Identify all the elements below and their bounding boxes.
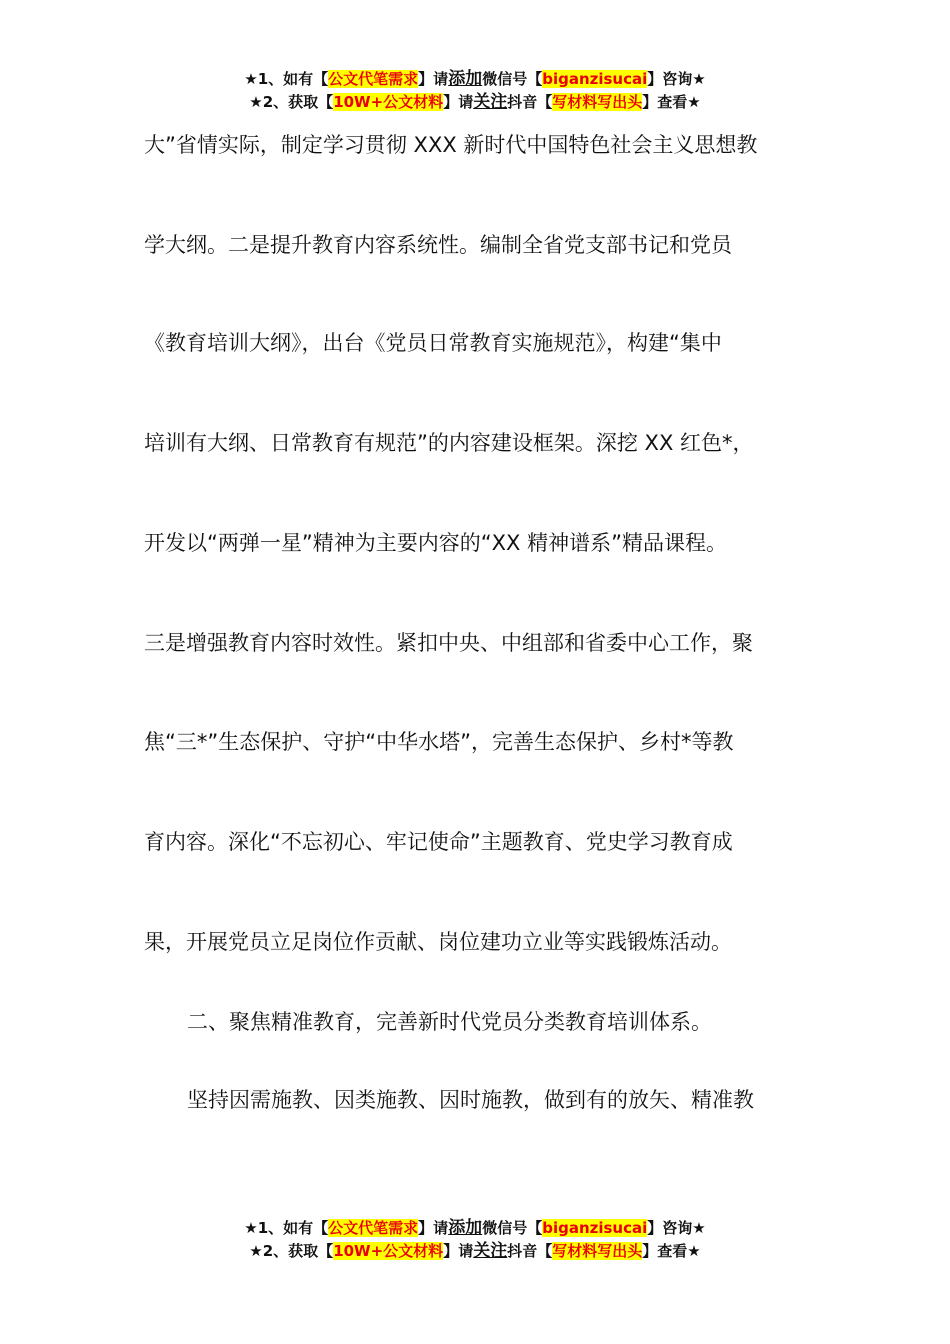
banner-highlight: 10W+公文材料: [333, 93, 444, 111]
banner-highlight: 公文代笔需求: [328, 70, 419, 88]
body-line-9: 果，开展党员立足岗位作贡献、岗位建功立业等实践锻炼活动。: [144, 930, 732, 954]
banner-wechat-id: biganzisucai: [542, 1219, 648, 1237]
banner-wechat-id: biganzisucai: [542, 70, 648, 88]
banner-text: 】请: [418, 70, 449, 88]
body-line-7: 焦“三*”生态保护、守护“中华水塔”，完善生态保护、乡村*等教: [144, 730, 734, 754]
banner-emphasis: 关注: [473, 92, 508, 112]
banner-highlight: 公文代笔需求: [328, 1219, 419, 1237]
body-line-4: 培训有大纲、日常教育有规范”的内容建设框架。深挖 XX 红色*，: [144, 431, 754, 455]
body-line-3: 《教育培训大纲》，出台《党员日常教育实施规范》，构建“集中: [144, 331, 722, 355]
banner-highlight: 写材料写出头: [552, 93, 643, 111]
paragraph-start: 坚持因需施教、因类施教、因时施教，做到有的放矢、精准教: [187, 1088, 754, 1112]
banner-text: ★2、获取【: [249, 1242, 334, 1260]
header-banner-top: [0, 68, 950, 114]
banner-text: 】请: [418, 1219, 449, 1237]
banner-text: 】咨询★: [647, 70, 706, 88]
banner-text: 】请: [443, 93, 474, 111]
banner-highlight: 写材料写出头: [552, 1242, 643, 1260]
banner-text: 】查看★: [642, 1242, 701, 1260]
banner-emphasis: 添加: [448, 69, 483, 89]
banner-line-2: [0, 1240, 950, 1263]
banner-line-1: [0, 1217, 950, 1240]
banner-line-2: [0, 91, 950, 114]
section-heading: 二、聚焦精准教育，完善新时代党员分类教育培训体系。: [187, 1010, 712, 1034]
body-line-1: 大”省情实际，制定学习贯彻 XXX 新时代中国特色社会主义思想教: [144, 133, 758, 157]
banner-text: ★1、如有【: [244, 70, 329, 88]
banner-text: 微信号【: [482, 70, 543, 88]
banner-text: 】查看★: [642, 93, 701, 111]
banner-highlight: 10W+公文材料: [333, 1242, 444, 1260]
body-line-5: 开发以“两弹一星”精神为主要内容的“XX 精神谱系”精品课程。: [144, 531, 727, 555]
body-line-8: 育内容。深化“不忘初心、牢记使命”主题教育、党史学习教育成: [144, 830, 733, 854]
banner-text: 微信号【: [482, 1219, 543, 1237]
banner-text: 】请: [443, 1242, 474, 1260]
body-line-2: 学大纲。二是提升教育内容系统性。编制全省党支部书记和党员: [144, 233, 732, 257]
banner-text: 抖音【: [507, 1242, 553, 1260]
body-line-6: 三是增强教育内容时效性。紧扣中央、中组部和省委中心工作，聚: [144, 631, 753, 655]
banner-text: ★1、如有【: [244, 1219, 329, 1237]
banner-emphasis: 添加: [448, 1218, 483, 1238]
banner-emphasis: 关注: [473, 1241, 508, 1261]
banner-text: ★2、获取【: [249, 93, 334, 111]
banner-line-1: [0, 68, 950, 91]
header-banner-bottom: [0, 1217, 950, 1263]
banner-text: 抖音【: [507, 93, 553, 111]
banner-text: 】咨询★: [647, 1219, 706, 1237]
